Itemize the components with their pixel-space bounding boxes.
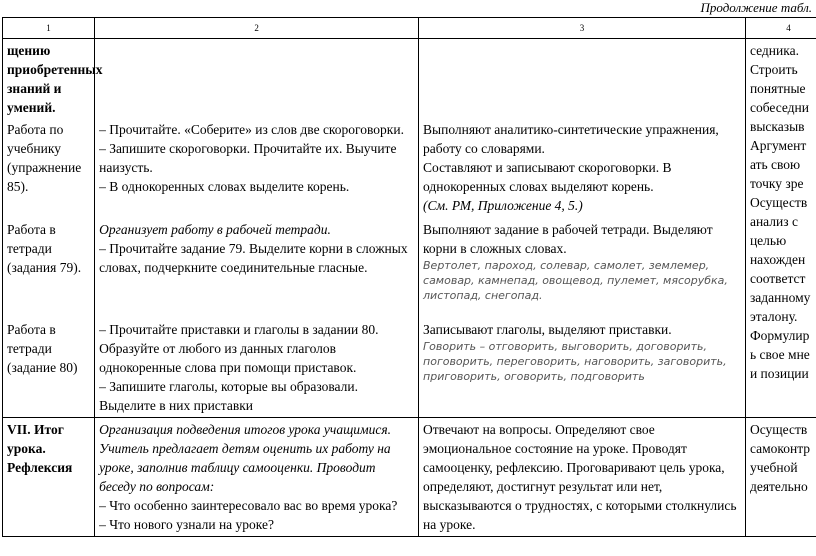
lesson-table (2, 17, 816, 537)
teacher-line: – Прочитайте. «Соберите» из слов две скороговорки. (99, 122, 404, 137)
teacher-italic: Организация подведения итогов урока учащимися. Учитель предлагает детям оценить их работу на уроке, заполнив таблицу самооценки. Проводит беседу по вопросам: (99, 422, 392, 494)
teacher-cell (95, 39, 419, 418)
stage-title: VII. Итог урока. Рефлексия (3, 418, 95, 537)
student-line: Записывают глаголы, выделяют приставки. (423, 322, 672, 337)
uud-line: Формулир (749, 328, 810, 343)
continuation-label: Продолжение табл. (700, 0, 812, 15)
table-row (3, 418, 816, 537)
student-cell (419, 39, 746, 418)
student-cell: Отвечают на вопросы. Определяют свое эмоциональное состояние на уроке. Проводят самооценку, рефлексию. Проговаривают цель урока, определяют, достигнут результат или нет, высказываются о трудностях, с которыми столкнулись на уроке. (419, 418, 746, 537)
col-number: 3 (419, 18, 746, 39)
uud-line: седника. (749, 43, 799, 58)
teacher-line: – Запишите скороговорки. Прочитайте их. Выучите наизусть. (99, 141, 397, 175)
uud-line: соответст (749, 271, 806, 286)
col-number: 2 (95, 18, 419, 39)
teacher-italic: Организует работу в рабочей тетради. (99, 222, 331, 237)
uud-line: точку зре (749, 176, 804, 191)
stage-title: Работа в тетради (задание 80) (7, 322, 78, 375)
uud-line: собеседни (749, 100, 810, 115)
uud-line: заданному (749, 290, 811, 305)
col-number: 4 (745, 18, 816, 39)
stage-title: Работа по учебнику (упражнение 85). (7, 122, 82, 194)
teacher-line: – Что особенно заинтересовало вас во время урока? (99, 498, 398, 513)
uud-line: Осуществ (749, 195, 808, 210)
uud-line: понятные (749, 81, 806, 96)
teacher-cell (95, 418, 419, 537)
table-row (3, 39, 816, 418)
handwriting-sample: Говорить – отговорить, выговорить, договорить, поговорить, переговорить, наговорить, заговорить, приговорить, оговорить, подговорить (423, 340, 727, 383)
stage-title: щению приобретенных знаний и умений. (7, 43, 103, 115)
column-number-row (3, 18, 816, 39)
uud-line: эталону. (749, 309, 798, 324)
uud-line: Осуществ (749, 422, 808, 437)
uud-line: анализ с (749, 214, 798, 229)
teacher-line: – Запишите глаголы, которые вы образовали. Выделите в них приставки (99, 379, 358, 413)
uud-cell (745, 418, 816, 537)
uud-cell (745, 39, 816, 418)
uud-line: высказыв (749, 119, 805, 134)
student-line: Составляют и записывают скороговорки. В однокоренных словах выделяют корень. (423, 160, 672, 194)
uud-line: и позиции (749, 366, 809, 381)
stage-cell (3, 39, 103, 418)
handwriting-sample: Вертолет, пароход, солевар, самолет, землемер, самовар, камнепад, овощевод, пулемет, мясорубка, листопад, снегопад. (423, 259, 728, 302)
uud-line: целью (749, 233, 787, 248)
uud-line: деятельно (749, 479, 808, 494)
teacher-line: – Прочитайте задание 79. Выделите корни в сложных словах, подчеркните соединительные гласные. (99, 241, 408, 275)
stage-title: Работа в тетради (задания 79). (7, 222, 82, 275)
uud-line: самоконтр (749, 441, 811, 456)
student-line: Выполняют аналитико-синтетические упражнения, работу со словарями. (423, 122, 719, 156)
col-number: 1 (3, 18, 95, 39)
student-ref: (См. РМ, Приложение 4, 5.) (423, 198, 583, 213)
teacher-line: – Прочитайте приставки и глаголы в задании 80. Образуйте от любого из данных глаголов однокоренные слова при помощи приставок. (99, 322, 379, 375)
uud-line: учебной (749, 460, 798, 475)
student-line: Выполняют задание в рабочей тетради. Выделяют корни в сложных словах. (423, 222, 713, 256)
teacher-line: – Что нового узнали на уроке? (99, 517, 274, 532)
uud-line: Строить (749, 62, 798, 77)
uud-line: ь свое мне (749, 347, 810, 362)
uud-line: Аргумент (749, 138, 807, 153)
uud-line: нахожден (749, 252, 806, 267)
uud-line: ать свою (749, 157, 801, 172)
teacher-line: – В однокоренных словах выделите корень. (99, 179, 350, 194)
